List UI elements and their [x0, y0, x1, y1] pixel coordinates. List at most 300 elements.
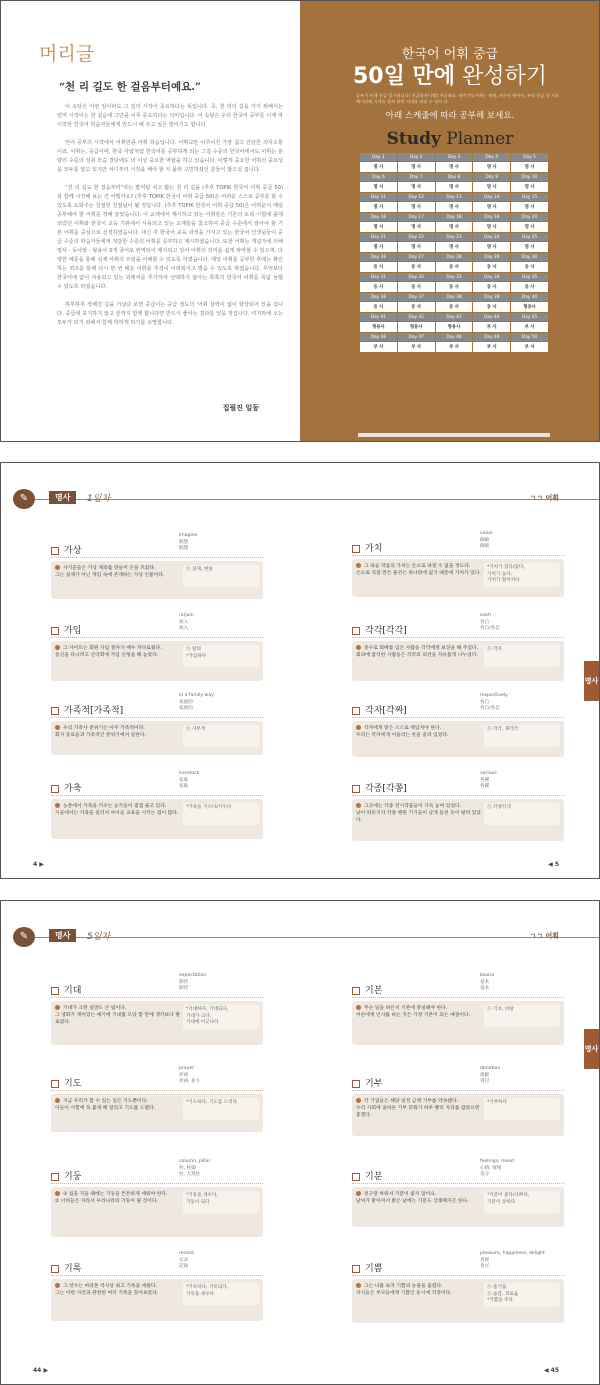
pencil-icon: ✎ — [13, 927, 35, 947]
example-sentences — [55, 725, 181, 739]
related-words — [484, 1283, 560, 1307]
planner-pos-cell: 명 사 — [436, 202, 473, 212]
dotted-divider — [352, 555, 564, 556]
planner-pos-cell: 형용사 — [398, 322, 435, 332]
example-sentences — [356, 563, 482, 577]
cover-title-rest: 완성하기 — [455, 64, 548, 89]
bullet-icon — [356, 1098, 361, 1103]
example-text: 지금 우리가 할 수 있는 일은 기도뿐이다. 아들이 시험에 꼭 붙게 해 달라고 기도를 드렸다. — [55, 1099, 156, 1111]
planner-pos-cell: 명 사 — [473, 162, 510, 172]
planner-day-cell: Day 7 — [398, 173, 435, 181]
page-header — [300, 925, 599, 955]
cover-page — [300, 1, 600, 441]
bullet-icon — [356, 645, 361, 650]
related-words-text: ㊇ 탈퇴 *가입하다 — [183, 645, 259, 667]
vocab-word-text: 기도 — [64, 1079, 82, 1089]
vocab-word-text: 기부 — [365, 1079, 383, 1089]
day-label: 1일차 — [87, 494, 111, 504]
planner-day-row — [360, 293, 548, 301]
related-words — [484, 725, 560, 747]
planner-pos-cell: 동 사 — [398, 282, 435, 292]
bullet-icon — [55, 1098, 60, 1103]
bullet-icon — [356, 1005, 361, 1010]
planner-pos-cell: 명 사 — [511, 222, 548, 232]
planner-day-cell: Day 43 — [436, 313, 473, 321]
dotted-divider — [51, 717, 263, 718]
related-words-text: *기분이 좋다/나쁘다, 기분이 상하다 — [484, 1191, 560, 1213]
related-words — [183, 725, 259, 747]
example-box — [352, 1187, 564, 1227]
section-label: ㄱㄱ 어휘 — [529, 494, 559, 502]
planner-day-cell: Day 12 — [398, 193, 435, 201]
vocab-word — [51, 1169, 81, 1182]
vocab-word-text: 가치 — [365, 544, 383, 554]
example-text: 농촌에서 가축을 키우는 농가들이 점점 줄고 있다. 시골에서는 가축을 길러서 아이들 교육을 시키는 집이 많다. — [55, 804, 179, 816]
vocab-word-text: 기본 — [365, 986, 383, 996]
page-header — [300, 487, 599, 517]
dotted-divider — [51, 1090, 263, 1091]
vocab-word — [51, 781, 81, 794]
cover-title — [300, 59, 600, 90]
checkbox-icon[interactable] — [51, 1173, 59, 1181]
planner-table — [359, 152, 549, 353]
planner-day-cell: Day 34 — [473, 273, 510, 281]
example-sentences — [55, 1191, 181, 1205]
dotted-divider — [51, 557, 263, 558]
vocab-word — [352, 623, 407, 636]
example-sentences — [356, 1283, 482, 1297]
vocab-word — [51, 1076, 81, 1089]
cover-description: 공부가 어제 중급 입가합니다! 지금하자! (빨) 자습하다. 내비기오가에는 개재, 자운이 원어이, 우리 중급 정 거요에기년에 기내를 합쳐 한번 지내를 작용 수 정각 다. — [356, 93, 560, 104]
checkbox-icon[interactable] — [51, 1265, 59, 1273]
planner-day-cell: Day 42 — [398, 313, 435, 321]
side-tab: 명사 — [584, 1029, 599, 1069]
vocab-word — [51, 703, 123, 716]
related-words-text: *기록하다, 기록되다, 기록을 세우다 — [183, 1283, 259, 1305]
dotted-divider — [51, 1183, 263, 1184]
vocab-translation: livestock 家畜 家畜 — [179, 771, 200, 789]
related-words — [183, 565, 259, 587]
planner-pos-cell: 부 사 — [511, 322, 548, 332]
example-sentences — [55, 803, 181, 817]
vocab-word — [352, 983, 382, 996]
related-words — [183, 1283, 259, 1305]
spread-day1 — [0, 462, 600, 879]
example-box — [352, 1094, 564, 1136]
vocab-translation: expectation 期待 期待 — [179, 973, 207, 991]
vocab-word — [51, 543, 81, 556]
checkbox-icon[interactable] — [51, 627, 59, 635]
planner-pos-row — [360, 342, 548, 352]
planner-pos-cell: 동 사 — [360, 262, 397, 272]
page-number: ◀ 45 — [543, 1367, 559, 1374]
preface-body — [57, 103, 283, 337]
related-words — [183, 1005, 259, 1029]
planner-pos-row — [360, 322, 548, 332]
planner-day-row — [360, 153, 548, 161]
planner-pos-cell: 부 사 — [360, 342, 397, 352]
planner-day-cell: Day 22 — [398, 233, 435, 241]
related-words-text: ㊇ 기초, 바탕 — [484, 1005, 560, 1027]
planner-day-cell: Day 1 — [360, 153, 397, 161]
planner-day-row — [360, 233, 548, 241]
vocab-translation: (a)join 加入 加入 — [179, 613, 194, 631]
preface-page — [1, 1, 301, 441]
vocab-word-text: 기둥 — [64, 1172, 82, 1182]
vocab-translation: imagine 假想 假想 — [179, 533, 198, 551]
dotted-divider — [352, 1275, 564, 1276]
checkbox-icon[interactable] — [352, 1080, 360, 1088]
planner-day-cell: Day 32 — [398, 273, 435, 281]
vocab-word — [352, 1261, 382, 1274]
vocab-word-text: 기대 — [64, 986, 82, 996]
dotted-divider — [51, 1275, 263, 1276]
page-number: 44 ▶ — [33, 1367, 49, 1374]
planner-pos-cell: 동 사 — [398, 302, 435, 312]
planner-day-cell: Day 50 — [511, 333, 548, 341]
related-words — [484, 1005, 560, 1027]
planner-pos-cell: 동 사 — [511, 282, 548, 292]
planner-pos-row — [360, 302, 548, 312]
planner-day-cell: Day 13 — [436, 193, 473, 201]
planner-day-cell: Day 35 — [511, 273, 548, 281]
day-label: 5일차 — [87, 932, 111, 942]
example-text: 기대가 크면 실망도 큰 법이다. 그 영화가 재미있는 얘기에 기대를 모았 할 만에 생각보다 별로였다. — [55, 1006, 180, 1025]
example-text: 각자에게 맡은 스스로 책임져야 한다. 우리는 각자에게 어울리는 옷을 골라 입었다. — [356, 726, 449, 738]
planner-day-row — [360, 173, 548, 181]
planner-pos-cell: 명 사 — [473, 242, 510, 252]
right-page — [300, 463, 599, 878]
planner-day-cell: Day 19 — [473, 213, 510, 221]
vocab-word-text: 각자[각짜] — [365, 706, 407, 716]
checkbox-icon[interactable] — [352, 1265, 360, 1273]
planner-title-bold: Study — [386, 129, 441, 149]
vocab-translation: column, pillar 柱, 柱脚 柱, 大黒柱 — [179, 1159, 211, 1177]
left-page — [1, 901, 300, 1384]
related-words-text: ㊇ 각양각색 — [484, 803, 560, 825]
bullet-icon — [356, 803, 361, 808]
bullet-icon — [55, 1191, 60, 1196]
dotted-divider — [352, 717, 564, 718]
planner-pos-cell: 동 사 — [473, 262, 510, 272]
vocab-word-text: 가축 — [64, 784, 82, 794]
planner-day-cell: Day 27 — [398, 253, 435, 261]
planner-day-cell: Day 44 — [473, 313, 510, 321]
planner-day-cell: Day 10 — [511, 173, 548, 181]
planner-shadow — [358, 433, 550, 437]
related-words — [183, 1098, 259, 1120]
vocab-translation: value 価値 価値 — [480, 531, 493, 549]
planner-pos-cell: 동 사 — [398, 262, 435, 272]
vocab-word-text: 각각[각각] — [365, 626, 407, 636]
vocab-word — [352, 541, 382, 554]
preface-quote: “천 리 길도 한 걸음부터예요.” — [59, 81, 201, 93]
example-sentences — [55, 1098, 181, 1112]
bullet-icon — [356, 1283, 361, 1288]
planner-day-cell: Day 6 — [360, 173, 397, 181]
checkbox-icon[interactable] — [352, 987, 360, 995]
planner-pos-cell: 명 사 — [398, 202, 435, 212]
checkbox-icon[interactable] — [51, 707, 59, 715]
planner-day-cell: Day 45 — [511, 313, 548, 321]
example-sentences — [356, 803, 482, 824]
dotted-divider — [51, 637, 263, 638]
pencil-icon: ✎ — [13, 489, 35, 509]
example-text: 친구랑 싸워서 기분이 좋지 않아요. 날씨가 맑아져서 밝은 날에는 기분도 상쾌해지곤 한다. — [356, 1192, 469, 1204]
planner-pos-cell: 동 사 — [473, 282, 510, 292]
planner-day-cell: Day 17 — [398, 213, 435, 221]
preface-paragraph: 하루하루 정해진 길을 거닐다 보면 중급이는 중급 정도의 '어휘 실력이 없이 향상되어 있을 겁니다. 중급에 포기하지 않고 끝까지 함께 합니다면 반드시 좋아는 결과를 얻을 것입니다. 여지막에 오는 모두가 되기 위해서 함께 학하게 하기를 소망합니다. — [57, 302, 283, 326]
planner-day-cell: Day 40 — [511, 293, 548, 301]
vocab-translation: in a family way 家庭的 家族的 — [179, 693, 214, 711]
planner-pos-cell: 명 사 — [360, 182, 397, 192]
example-box — [51, 721, 263, 755]
planner-day-cell: Day 37 — [398, 293, 435, 301]
planner-day-cell: Day 39 — [473, 293, 510, 301]
planner-day-cell: Day 11 — [360, 193, 397, 201]
planner-pos-cell: 부 사 — [398, 342, 435, 352]
checkbox-icon[interactable] — [51, 785, 59, 793]
related-words — [484, 803, 560, 825]
planner-pos-row — [360, 262, 548, 272]
checkbox-icon[interactable] — [51, 1080, 59, 1088]
page-header — [1, 487, 300, 517]
vocab-translation: prayer 祈祷 祈祷, 祈り — [179, 1066, 201, 1084]
vocab-word-text: 각종[각쫑] — [365, 784, 407, 794]
planner-day-cell: Day 16 — [360, 213, 397, 221]
planner-pos-cell: 부 사 — [511, 342, 548, 352]
planner-pos-cell: 형용사 — [360, 322, 397, 332]
example-text: 그 의술 작품의 가치는 돈으로 따질 수 없을 정도다. 손으로 직접 만든 물건은 하나밖에 없기 때문에 가치가 있다. — [356, 564, 481, 576]
related-words-text: *가치가 있다/없다, 가치가 높다, 가치가 떨어지다 — [484, 563, 560, 587]
example-text: 각 기업들은 해당 일정 금액 기부를 약속했다. 우리 사회에 올바른 기부 문화가 하루 빨리 자리를 잡았으면 좋겠다. — [356, 1099, 480, 1118]
planner-day-cell: Day 14 — [473, 193, 510, 201]
section-label: ㄱㄱ 어휘 — [529, 932, 559, 940]
related-words — [484, 645, 560, 667]
related-words-text: *가축을 기르다/키우다 — [183, 803, 259, 825]
planner-day-cell: Day 25 — [511, 233, 548, 241]
related-words — [484, 1191, 560, 1213]
planner-pos-cell: 명 사 — [436, 222, 473, 232]
planner-day-cell: Day 9 — [473, 173, 510, 181]
related-words — [183, 803, 259, 825]
vocab-translation: various 各種 各種 — [480, 771, 497, 789]
spread-day5 — [0, 900, 600, 1385]
vocab-word — [352, 703, 407, 716]
example-sentences — [356, 1005, 482, 1019]
planner-day-cell: Day 20 — [511, 213, 548, 221]
spread-preface-cover — [0, 0, 600, 442]
example-text: 우리 가족사 분위기는 아주 가족적이다. 회사 동료들과 가족적인 분위기에서 일한다. — [55, 726, 147, 738]
checkbox-icon[interactable] — [352, 785, 360, 793]
related-words-text: ㊇ 사무적 — [183, 725, 259, 747]
vocab-word — [352, 781, 407, 794]
example-box — [352, 721, 564, 757]
planner-pos-cell: 동 사 — [436, 282, 473, 292]
planner-pos-cell: 동 사 — [436, 302, 473, 312]
part-of-speech-tag: 명사 — [49, 929, 76, 942]
dotted-divider — [352, 795, 564, 796]
planner-day-cell: Day 21 — [360, 233, 397, 241]
planner-pos-cell: 명 사 — [360, 222, 397, 232]
planner-day-cell: Day 29 — [473, 253, 510, 261]
checkbox-icon[interactable] — [352, 707, 360, 715]
vocab-word — [51, 623, 81, 636]
example-box — [51, 1279, 263, 1321]
planner-pos-cell: 명 사 — [398, 162, 435, 172]
planner-pos-cell: 부 사 — [473, 322, 510, 332]
bullet-icon — [55, 565, 60, 570]
page-number: 4 ▶ — [33, 861, 44, 868]
planner-pos-cell: 동 사 — [473, 302, 510, 312]
vocab-translation: respectively 各自 各自/各自 — [480, 693, 508, 711]
planner-day-row — [360, 333, 548, 341]
planner-day-cell: Day 47 — [398, 333, 435, 341]
planner-day-cell: Day 48 — [436, 333, 473, 341]
planner-day-cell: Day 49 — [473, 333, 510, 341]
cover-cta: 아래 스케줄에 따라 공부해 보세요. — [385, 111, 515, 121]
planner-pos-cell: 명 사 — [398, 242, 435, 252]
checkbox-icon[interactable] — [352, 1173, 360, 1181]
planner-pos-row — [360, 162, 548, 172]
planner-pos-cell: 동 사 — [360, 282, 397, 292]
planner-day-row — [360, 313, 548, 321]
bullet-icon — [55, 645, 60, 650]
example-text: 그곳에는 각종 전시작품들이 가득 놓여 있었다. 날이 따뜻지자 각종 병원 기기들이 날개 돋친 듯이 팔려 있었다. — [356, 804, 481, 823]
planner-title — [300, 129, 600, 149]
bullet-icon — [356, 1191, 361, 1196]
planner-pos-cell: 명 사 — [511, 242, 548, 252]
bullet-icon — [55, 1283, 60, 1288]
planner-pos-row — [360, 242, 548, 252]
dotted-divider — [352, 1183, 564, 1184]
planner-pos-cell: 명 사 — [473, 182, 510, 192]
bullet-icon — [356, 725, 361, 730]
planner-pos-cell: 동 사 — [360, 302, 397, 312]
planner-pos-cell: 명 사 — [398, 182, 435, 192]
example-text: 사기꾼들은 가상 계좌를 만들어 돈을 모았다. 그는 실제가 아닌 게임 속에 존재하는 가상 인물이다. — [55, 566, 165, 578]
vocab-translation: basics 基本 基本 — [480, 973, 495, 991]
vocab-translation: donation 捐献 寄付 — [480, 1066, 501, 1084]
checkbox-icon[interactable] — [352, 545, 360, 553]
example-text: ① 집을 지을 때에는 기둥을 튼튼하게 세워야 한다. ② 너희들은 자라서 우리나라의 기둥이 될 것이다. — [55, 1192, 168, 1204]
related-words — [183, 1191, 259, 1213]
planner-day-cell: Day 24 — [473, 233, 510, 241]
planner-day-cell: Day 41 — [360, 313, 397, 321]
planner-pos-cell: 명 사 — [473, 202, 510, 212]
planner-pos-row — [360, 182, 548, 192]
checkbox-icon[interactable] — [51, 987, 59, 995]
example-sentences — [356, 645, 482, 659]
vocab-word — [51, 983, 81, 996]
checkbox-icon[interactable] — [51, 547, 59, 555]
related-words-text: ㊇ 실제, 현실 — [183, 565, 259, 587]
vocab-word-text: 기쁨 — [365, 1264, 383, 1274]
dotted-divider — [51, 997, 263, 998]
dotted-divider — [352, 637, 564, 638]
example-sentences — [356, 1098, 482, 1119]
cover-title-bold: 50일 만에 — [352, 64, 455, 89]
planner-day-cell: Day 46 — [360, 333, 397, 341]
bullet-icon — [55, 1005, 60, 1010]
example-sentences — [55, 645, 181, 659]
example-box — [352, 559, 564, 597]
planner-day-cell: Day 15 — [511, 193, 548, 201]
example-box — [51, 1187, 263, 1237]
preface-signature: 집필진 일동 — [222, 404, 259, 412]
planner-day-cell: Day 33 — [436, 273, 473, 281]
vocab-translation: each 各自 各自/各自 — [480, 613, 500, 631]
vocab-translation: record 记录 記録 — [179, 1251, 194, 1269]
planner-pos-cell: 형용사 — [511, 302, 548, 312]
right-page — [300, 901, 599, 1384]
planner-day-row — [360, 193, 548, 201]
bullet-icon — [356, 563, 361, 568]
related-words-text: ㊇ 각자 — [484, 645, 560, 667]
related-words-text: ㊇ 즐거움 ㊇ 슬픔, 괴로움 *기쁨을 주다 — [484, 1283, 560, 1307]
planner-day-cell: Day 8 — [436, 173, 473, 181]
planner-day-cell: Day 4 — [473, 153, 510, 161]
related-words-text: ㊇ 각각, 제각각 — [484, 725, 560, 747]
planner-pos-cell: 명 사 — [398, 222, 435, 232]
planner-pos-cell: 명 사 — [360, 162, 397, 172]
vocab-word-text: 가입 — [64, 626, 82, 636]
preface-title: 머리글 — [39, 43, 95, 65]
planner-day-cell: Day 36 — [360, 293, 397, 301]
vocab-word-text: 가족적[가족적] — [64, 706, 124, 716]
planner-pos-cell: 명 사 — [360, 242, 397, 252]
related-words — [484, 563, 560, 587]
planner-day-cell: Day 28 — [436, 253, 473, 261]
related-words-text: *기부하다 — [484, 1098, 560, 1120]
related-words-text: *기대하다, 기대되다, 기대가 크다, 기대에 어긋나다 — [183, 1005, 259, 1029]
study-planner — [359, 152, 549, 353]
example-text: 그 사이트는 회원 가입 절차가 매우 까다로웠다. 동신을 다니려고 산악회에 가입 신청을 해 놓았다. — [55, 646, 162, 658]
planner-day-cell: Day 5 — [511, 153, 548, 161]
checkbox-icon[interactable] — [352, 627, 360, 635]
planner-day-row — [360, 253, 548, 261]
preface-paragraph: 이 속담은 어떤 일이라도 그 일의 시작이 중요하다는 뜻입니다. 즉, 천 리의 길을 가기 위해서는 먼저 시작이는 한 걸음에 그만큼 이루 중요하다는 의미입니다. 이 속담은 우리 한국어 공부를 이제 막 시작한 한국어 학습자들에게 반드시 해 주고 싶은 말이기도 합니다. — [57, 104, 283, 128]
example-text: 중수로 회배를 입은 사람들 각각에게 보상을 해 주었다. 회의에 참석한 사람들은 각각의 의견을 자유롭게 나누었다. — [356, 646, 479, 658]
preface-paragraph: “천 리 길도 한 걸음부터”라는 말처럼 쉬고 밟는 천 리 길을 (추후 TOPIK 한국어 어휘 중급 50)과 함께 시작해 보는 건 어떨까요? (추후 TOPIK 한국어 어휘 중급 50)은 어려운 스스로 공부를 할 수 있도록 도와주는 친절한 친절님이 될 것입니다. (추후 TOPIK 한국어 어휘 중급 50)은 어려운이 매일 공부해야 할 어휘를 정해 놓았습니다. 이 교재에서 제시하고 있는 어휘들은 기존의 토픽 시험에 출제되었던 어휘와 한국어 교육 기관에서 사용되고 있는 교재들을 참고하여 중급 수준에서 알아야 할 기본 어휘를 중심으로 선정하였습니다. 대신 각 한국어 교육 과정을 가지고 있는 한국어 선생님들이 중급 수준의 학습자들에게 적당한 수준의 어휘를 공부하고 제시하였습니다. 또한 어휘는 개념가에 의해 명사 · 동사와 · 형용사 3개 국어로 번역되어 제시되고 있어 어휘의 의미를 쉽게 파악할 수 있으며, 다양한 예문을 통해 실제 어휘의 쓰임을 이해할 수 있도록 하였습니다. 매일 어휘를 공부한 후에는 확인하는 퀴즈를 통해 다시 한 번 배운 어휘를 추적이 어려워지고 발음 수 있도록 하였습니다. 무엇보다 한국어에 없이 사용되고 있는 외래어를 추가하여 선택하지 않아는 쭉쭉의 한국어 어휘를 폭넓 늘릴 수 있도록 하였습니다. — [57, 185, 283, 290]
planner-day-cell: Day 2 — [398, 153, 435, 161]
example-box — [352, 1001, 564, 1045]
dotted-divider — [51, 795, 263, 796]
planner-pos-row — [360, 202, 548, 212]
planner-day-cell: Day 30 — [511, 253, 548, 261]
vocab-translation: feelings, mood 心情, 情绪 気分 — [480, 1159, 514, 1177]
example-sentences — [356, 725, 482, 739]
planner-pos-cell: 명 사 — [511, 202, 548, 212]
example-sentences — [55, 1283, 181, 1297]
left-page — [1, 463, 300, 878]
planner-pos-cell: 형용사 — [436, 322, 473, 332]
planner-day-cell: Day 31 — [360, 273, 397, 281]
planner-pos-cell: 동 사 — [511, 262, 548, 272]
vocab-word — [352, 1076, 382, 1089]
example-box — [51, 799, 263, 839]
planner-pos-cell: 명 사 — [436, 182, 473, 192]
example-box — [352, 641, 564, 681]
example-box — [51, 561, 263, 599]
part-of-speech-tag: 명사 — [49, 491, 76, 504]
planner-day-row — [360, 213, 548, 221]
planner-pos-cell: 명 사 — [436, 162, 473, 172]
planner-day-cell: Day 26 — [360, 253, 397, 261]
planner-day-cell: Day 38 — [436, 293, 473, 301]
vocab-translation: pleasure, happiness, delight 喜悦 喜び — [480, 1251, 545, 1269]
side-tab: 명사 — [584, 661, 599, 701]
